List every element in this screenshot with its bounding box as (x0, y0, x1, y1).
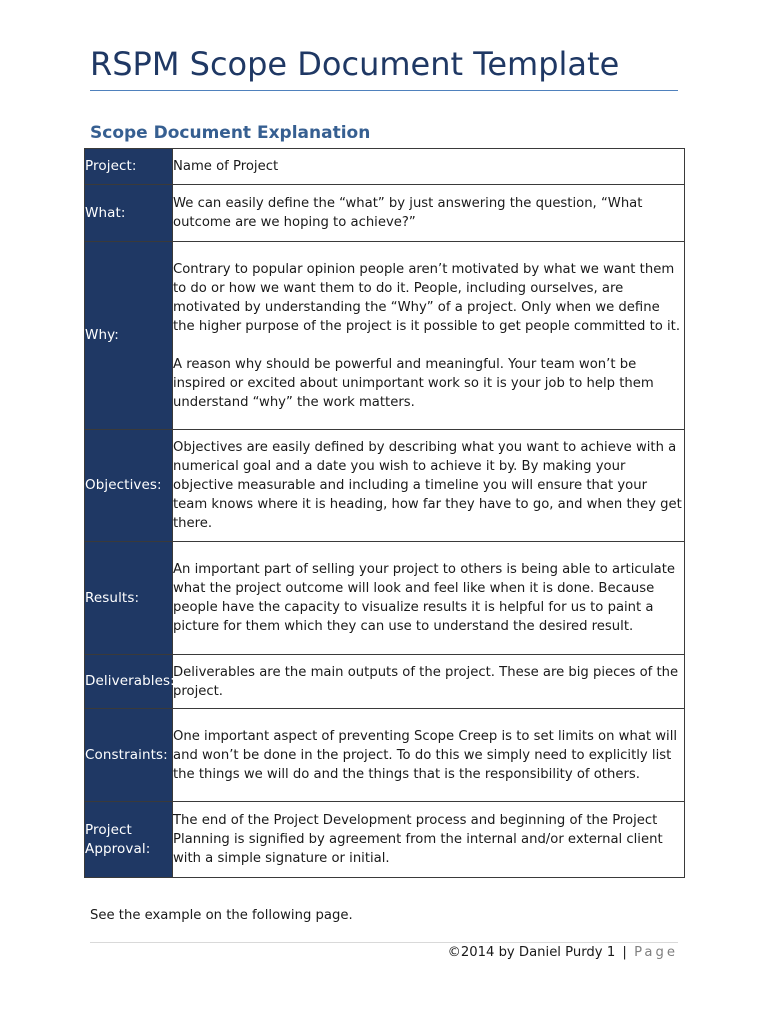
row-paragraph: A reason why should be powerful and meaningful. Your team won’t be inspired or excited about unimportant work so it is your job to help them understand “why” the work matters. (173, 356, 654, 410)
row-label: What: (85, 185, 173, 242)
table-row (85, 430, 685, 542)
row-label: Deliverables: (85, 655, 173, 709)
row-content (173, 655, 685, 709)
row-paragraph: Objectives are easily defined by describing what you want to achieve with a numerical goal and a date you wish to achieve it by. By making your objective measurable and including a timeline you will ensure that your team knows where it is heading, how far they have to go, and when they get there. (173, 440, 682, 531)
table-row (85, 709, 685, 802)
table-row (85, 149, 685, 185)
row-label: Project Approval: (85, 802, 173, 878)
row-content (173, 149, 685, 185)
footer-separator: | (622, 945, 627, 960)
table-row (85, 242, 685, 430)
table-row (85, 802, 685, 878)
row-paragraph: We can easily define the “what” by just answering the question, “What outcome are we hoping to achieve?” (173, 196, 643, 230)
row-label: Project: (85, 149, 173, 185)
row-content (173, 242, 685, 430)
row-content (173, 185, 685, 242)
document-title: RSPM Scope Document Template (90, 45, 620, 83)
row-paragraph: One important aspect of preventing Scope Creep is to set limits on what will and won’t be done in the project. To do this we simply need to explicitly list the things we will do and the things that is the responsibility of others. (173, 728, 678, 782)
table-row (85, 185, 685, 242)
row-content (173, 542, 685, 655)
footer-page-number: 1 (606, 945, 616, 960)
row-label: Objectives: (85, 430, 173, 542)
row-label: Results: (85, 542, 173, 655)
row-paragraph: Name of Project (173, 159, 279, 174)
table-row (85, 655, 685, 709)
scope-table (84, 148, 685, 878)
row-paragraph: Deliverables are the main outputs of the project. These are big pieces of the project. (173, 664, 679, 699)
row-label: Constraints: (85, 709, 173, 802)
footer-copyright: ©2014 by Daniel Purdy (447, 945, 603, 960)
row-paragraph: Contrary to popular opinion people aren’t motivated by what we want them to do or how we want them to do it. People, including ourselves, are motivated by understanding the “Why” of a project. Only when we define the higher purpose of the project is it possible to get people committed to it. (173, 261, 681, 334)
row-label: Why: (85, 242, 173, 430)
row-content (173, 709, 685, 802)
section-heading: Scope Document Explanation (90, 123, 371, 143)
following-page-note: See the example on the following page. (90, 908, 353, 923)
row-content (173, 802, 685, 878)
table-row (85, 542, 685, 655)
row-paragraph: An important part of selling your project to others is being able to articulate what the project outcome will look and feel like when it is done. Because people have the capacity to visualize results it is helpful for us to paint a picture for them which they can use to understand the desired result. (173, 562, 676, 634)
footer-page-word: Page (634, 945, 678, 960)
row-paragraph: The end of the Project Development process and beginning of the Project Planning is signified by agreement from the internal and/or external client with a simple signature or initial. (173, 813, 663, 866)
title-underline (90, 90, 678, 91)
page-footer (448, 943, 678, 962)
row-content (173, 430, 685, 542)
